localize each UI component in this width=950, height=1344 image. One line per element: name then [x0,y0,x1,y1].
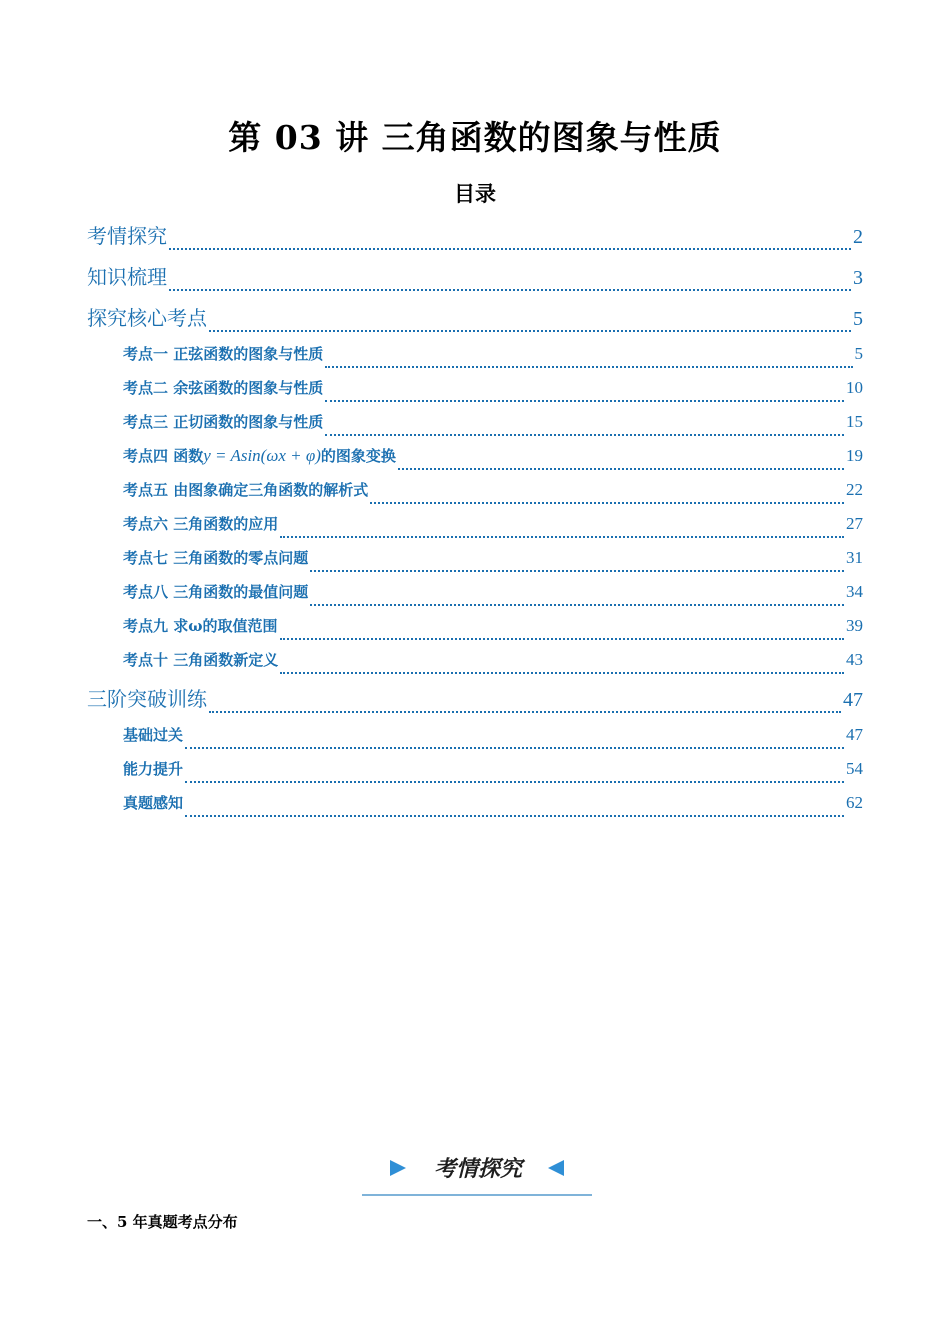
toc-entry[interactable] [87,479,863,513]
toc-entry-text-suffix: 的图象变换 [320,447,396,465]
toc-page-number: 5 [854,344,863,363]
toc-dot-leader [325,399,844,402]
toc-entry-label [123,513,278,534]
toc-entry-label [123,758,183,779]
toc-dot-leader [370,501,844,504]
toc-page-number: 19 [846,446,863,465]
toc-entry[interactable] [87,220,863,261]
toc-entry-text: 考点三 正切函数的图象与性质 [123,413,324,431]
toc-entry-text: 考点一 正弦函数的图象与性质 [123,345,324,363]
toc-dot-leader [280,671,844,674]
toc-entry[interactable] [87,445,863,479]
toc-entry-label [123,547,308,568]
toc-entry-text: 考点五 由图象确定三角函数的解析式 [123,481,369,499]
toc-page-number: 22 [846,480,863,499]
toc-page-number: 10 [846,378,863,397]
toc-page-number: 39 [846,616,863,635]
section-subheading: 一、5 年真题考点分布 [87,1213,238,1231]
toc-entry[interactable] [87,377,863,411]
toc-entry-label [123,377,323,398]
toc-entry-formula: y = Asin(ωx + φ) [203,446,321,465]
banner-title: 考情探究 [433,1157,522,1182]
toc-entry[interactable] [87,302,863,343]
toc-dot-leader [169,288,851,291]
toc-page-number: 43 [846,650,863,669]
toc-entry-label [123,581,308,602]
triangle-right-icon [390,1160,406,1176]
toc-entry-label [123,649,278,670]
toc-page-number: 31 [846,548,863,567]
toc-entry-text: 基础过关 [123,726,184,744]
toc-entry-text: 知识梳理 [87,265,167,289]
toc-entry-label [123,445,396,466]
toc-entry[interactable] [87,649,863,683]
toc-page-number: 3 [853,267,863,289]
toc-entry-text: 能力提升 [123,760,184,778]
toc-entry-text: 探究核心考点 [87,306,207,330]
toc-entry-text: 考点六 三角函数的应用 [123,515,279,533]
toc-entry[interactable] [87,343,863,377]
toc-page-number: 5 [853,308,863,330]
toc-entry-text: 考点九 求ω的取值范围 [123,617,278,635]
toc-page-number: 27 [846,514,863,533]
toc-entry[interactable] [87,411,863,445]
toc-page-number: 15 [846,412,863,431]
toc-dot-leader [310,603,844,606]
toc-dot-leader [325,365,852,368]
toc-entry[interactable] [87,758,863,792]
toc-page-number: 62 [846,793,863,812]
toc-entry-text: 考情探究 [87,224,167,248]
toc-dot-leader [209,710,841,713]
toc-dot-leader [185,746,844,749]
toc-heading: 目录 [454,181,496,206]
toc-entry-label [123,724,183,745]
toc-entry-text: 考点十 三角函数新定义 [123,651,279,669]
toc-entry-text: 三阶突破训练 [87,687,207,711]
toc-dot-leader [169,247,851,250]
toc-entry[interactable] [87,547,863,581]
toc-dot-leader [185,814,844,817]
toc-entry[interactable] [87,683,863,724]
toc-entry-text: 考点七 三角函数的零点问题 [123,549,309,567]
table-of-contents [87,220,863,826]
toc-entry-label [123,615,278,636]
toc-dot-leader [398,467,844,470]
section-banner [362,1148,592,1196]
triangle-left-icon [548,1160,564,1176]
toc-entry-label [123,343,323,364]
toc-entry[interactable] [87,615,863,649]
toc-entry-text: 考点四 函数 [123,447,204,465]
toc-entry-label [87,220,167,249]
toc-dot-leader [280,535,844,538]
toc-entry-text: 真题感知 [123,794,184,812]
toc-entry[interactable] [87,581,863,615]
toc-dot-leader [185,780,844,783]
toc-entry-label [123,411,323,432]
toc-page-number: 2 [853,226,863,248]
toc-entry-label [123,792,183,813]
document-title: 第 03 讲 三角函数的图象与性质 [228,118,722,157]
toc-dot-leader [310,569,844,572]
toc-entry[interactable] [87,261,863,302]
toc-dot-leader [280,637,844,640]
toc-dot-leader [209,329,851,332]
toc-entry-label [87,683,207,712]
toc-page-number: 54 [846,759,863,778]
toc-page-number: 34 [846,582,863,601]
toc-entry-label [87,302,207,331]
toc-entry-label [87,261,167,290]
toc-entry-text: 考点二 余弦函数的图象与性质 [123,379,324,397]
toc-page-number: 47 [846,725,863,744]
toc-page-number: 47 [843,689,863,711]
toc-entry-text: 考点八 三角函数的最值问题 [123,583,309,601]
toc-entry[interactable] [87,513,863,547]
toc-entry[interactable] [87,792,863,826]
toc-entry-label [123,479,368,500]
toc-entry[interactable] [87,724,863,758]
toc-dot-leader [325,433,844,436]
